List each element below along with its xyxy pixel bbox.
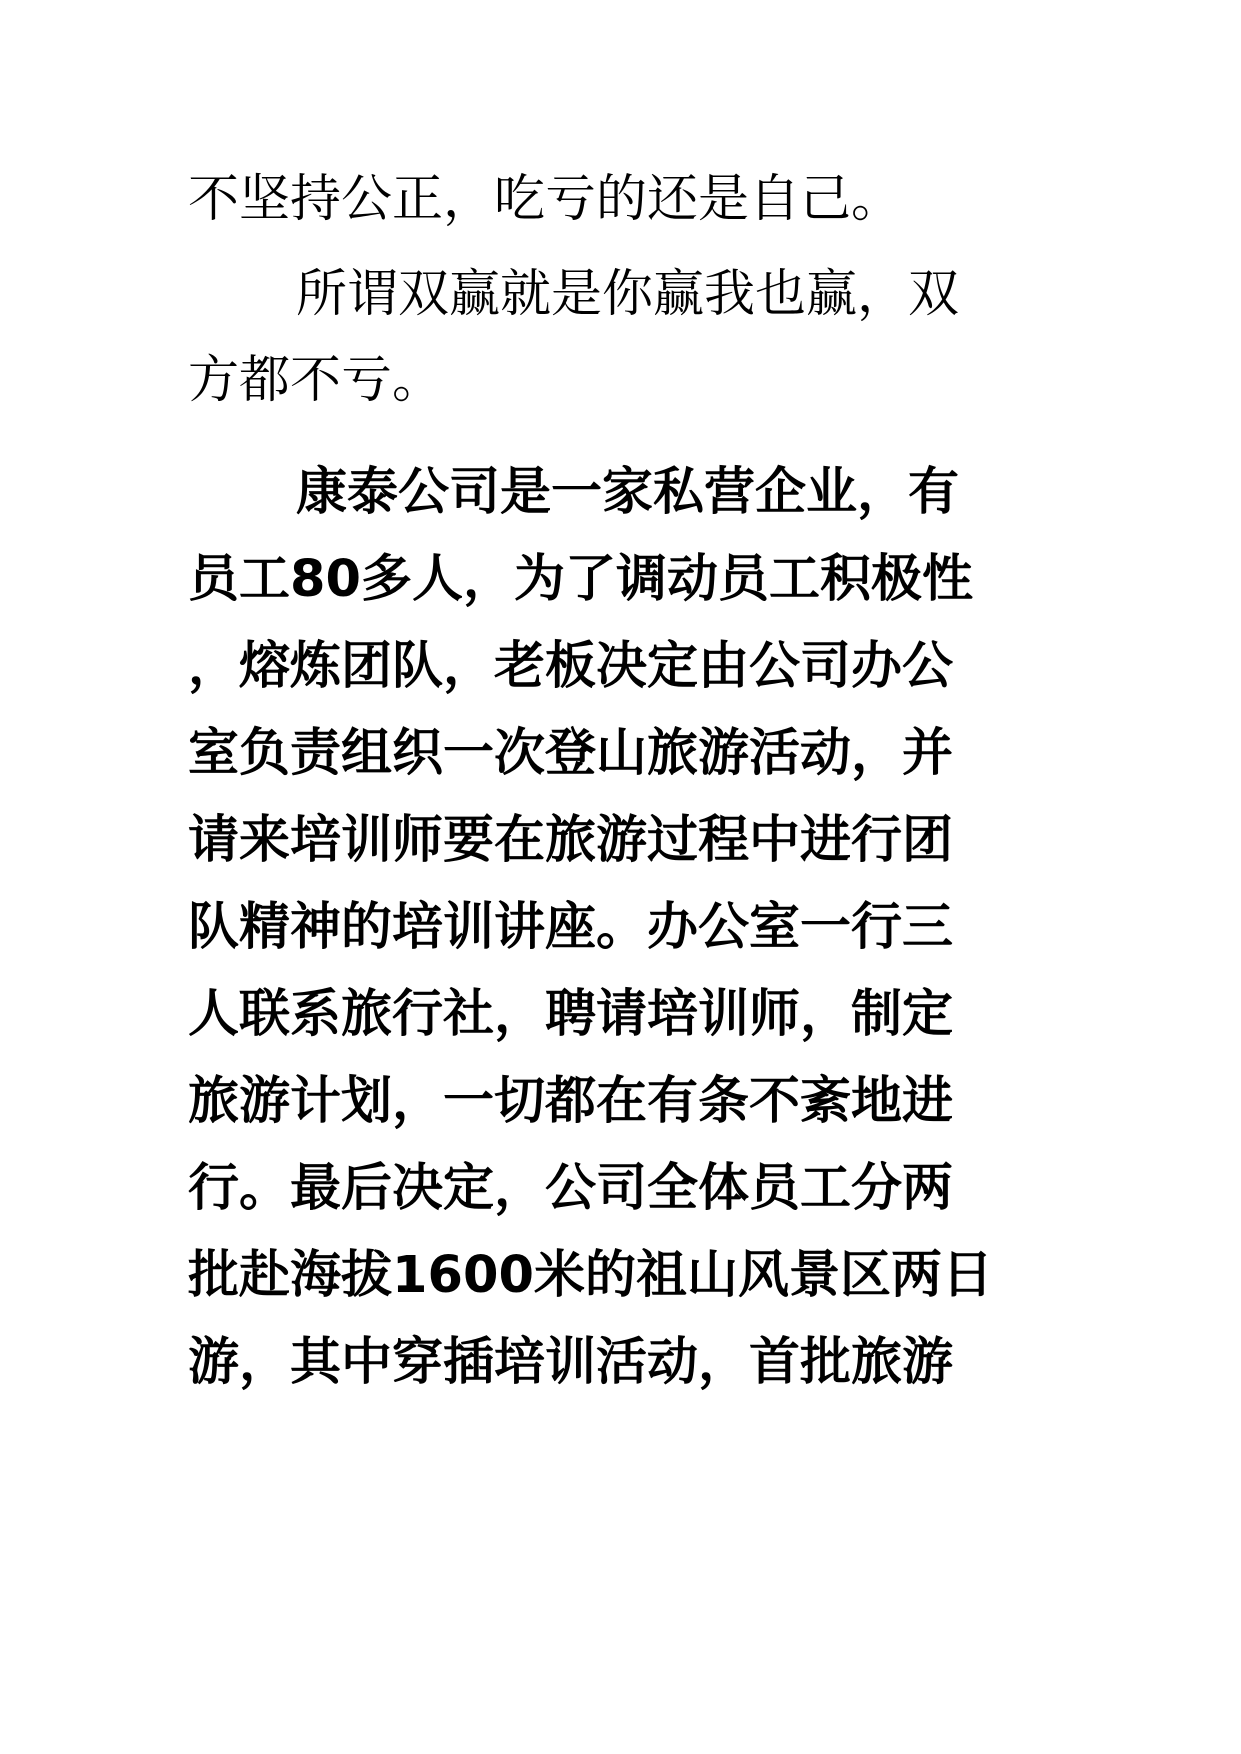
paragraph-2-line-1: 所谓双赢就是你赢我也赢，双 (296, 265, 960, 324)
paragraph-3-line-10: 批赴海拔1600米的祖山风景区两日 (188, 1246, 993, 1305)
paragraph-3-line-2: 员工80多人，为了调动员工积极性 (188, 550, 973, 609)
paragraph-3-line-8: 旅游计划，一切都在有条不紊地进 (188, 1072, 954, 1131)
paragraph-3-line-9: 行。最后决定，公司全体员工分两 (188, 1159, 954, 1218)
paragraph-3-line-7: 人联系旅行社，聘请培训师，制定 (188, 985, 954, 1044)
paragraph-3-line-5: 请来培训师要在旅游过程中进行团 (188, 811, 954, 870)
paragraph-3-line-11: 游，其中穿插培训活动，首批旅游 (188, 1333, 954, 1392)
paragraph-3-line-1: 康泰公司是一家私营企业，有 (296, 463, 960, 522)
paragraph-3-line-4: 室负责组织一次登山旅游活动，并 (188, 724, 954, 783)
paragraph-1-line-1: 不坚持公正，吃亏的还是自己。 (188, 170, 903, 229)
paragraph-2-line-2: 方都不亏。 (188, 351, 444, 410)
paragraph-3-line-3: ，熔炼团队，老板决定由公司办公 (188, 637, 954, 696)
paragraph-3-line-6: 队精神的培训讲座。办公室一行三 (188, 898, 954, 957)
